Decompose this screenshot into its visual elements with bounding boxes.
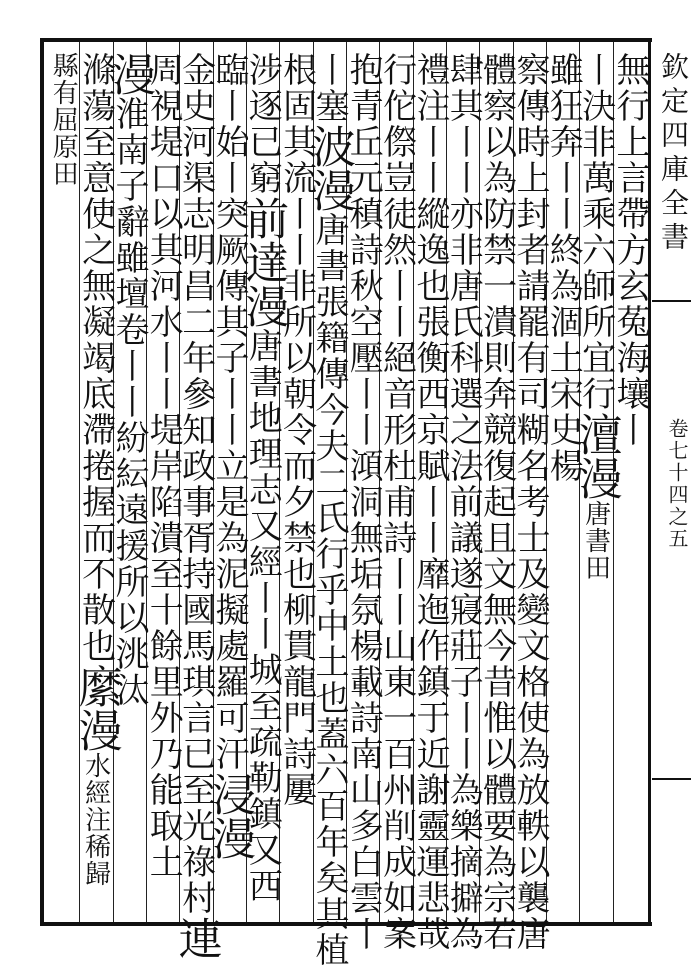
text-column — [303, 52, 355, 968]
margin-book-title: 欽定四庫全書 — [657, 52, 690, 256]
text-column — [276, 52, 317, 914]
text-column — [103, 52, 155, 914]
column-text: 淮南子辭雖壇卷丨丨紛紜遠援所以洮汰 — [108, 96, 149, 708]
column-divider — [79, 42, 80, 922]
column-text: 丨決非萬乘六師所宜行 — [575, 52, 616, 412]
column-text: 根固其流丨丨非所以朝令而夕禁也柳貫龍門詩屢 — [276, 52, 317, 808]
entry-headword: 漫 — [103, 52, 155, 96]
entry-headword: 連 — [170, 916, 222, 960]
entry-headword: 前達漫 — [237, 196, 289, 328]
entry-headword: 浸漫 — [203, 772, 255, 860]
text-column — [476, 52, 517, 952]
column-text: 周視堤口以其河水丨丨堤岸陷潰至十餘里外乃能取土 — [143, 52, 184, 880]
text-column — [376, 52, 417, 952]
column-text: 禮注丨丨縱逸也張衡西京賦丨丨靡迤作鎮于近謝靈運悲哉 — [409, 52, 450, 952]
margin-divider — [652, 300, 691, 302]
margin-volume-label: 卷七十四之五 — [665, 418, 689, 550]
column-text: 突厥傳其子丨丨立是為泥擬處羅可汗 — [208, 196, 249, 772]
annotation-text: 水經注稀歸 — [80, 752, 111, 887]
annotation-text: 縣有屈原田 — [48, 52, 79, 187]
text-column — [143, 52, 184, 914]
frame-left-rule — [40, 38, 44, 926]
margin-divider — [652, 778, 691, 780]
column-text: 唐書地理志又經丨丨城至疏勒鎮又西 — [242, 328, 283, 904]
text-column — [70, 52, 122, 914]
column-text: 金史河渠志明昌二年參知政事胥持國馬琪言已至光祿村 — [175, 52, 216, 916]
column-text: 抱青丘元稹詩秋空壓丨丨澒洞無垢氛楊載詩南山多白雲丨 — [343, 52, 384, 952]
text-column — [509, 52, 550, 952]
text-column — [543, 52, 584, 914]
column-text: 唐書張籍傳今夫二氏行乎中土也蓋六百年矣其植 — [308, 212, 349, 968]
entry-headword: 澶漫 — [570, 412, 622, 500]
text-column — [443, 52, 484, 952]
text-column — [570, 52, 622, 914]
column-text: 察傳時上封者請罷有司糊名考士及變文格使為放軼以襲唐 — [509, 52, 550, 952]
text-column — [46, 52, 79, 914]
column-text: 行佗傺豈徒然丨丨絕音形杜甫詩丨丨山東一百州削成如案 — [376, 52, 417, 952]
entry-headword: 波漫 — [303, 124, 355, 212]
text-column — [170, 52, 222, 960]
text-column — [409, 52, 450, 952]
column-text: 無行上言帶方玄菟海壤丨 — [609, 52, 650, 448]
column-text: 臨丨始丨 — [208, 52, 249, 196]
column-text: 滌蕩至意使之無凝竭底滯捲握而不散也 — [75, 52, 116, 664]
column-text: 雖狂奔丨丨終為涸土宋史楊 — [543, 52, 584, 484]
column-text: 丨塞 — [308, 52, 349, 124]
text-column — [203, 52, 255, 914]
column-text: 肆其丨丨亦非唐氏科選之法前議遂寢莊子丨丨為樂摘擗為 — [443, 52, 484, 952]
column-text: 涉逐已窮 — [242, 52, 283, 196]
annotation-text: 唐書田 — [580, 500, 611, 581]
column-text: 體察以為防禁一潰則奔競復起且文無今昔惟以體要為宗若 — [476, 52, 517, 952]
entry-headword: 縻漫 — [70, 664, 122, 752]
